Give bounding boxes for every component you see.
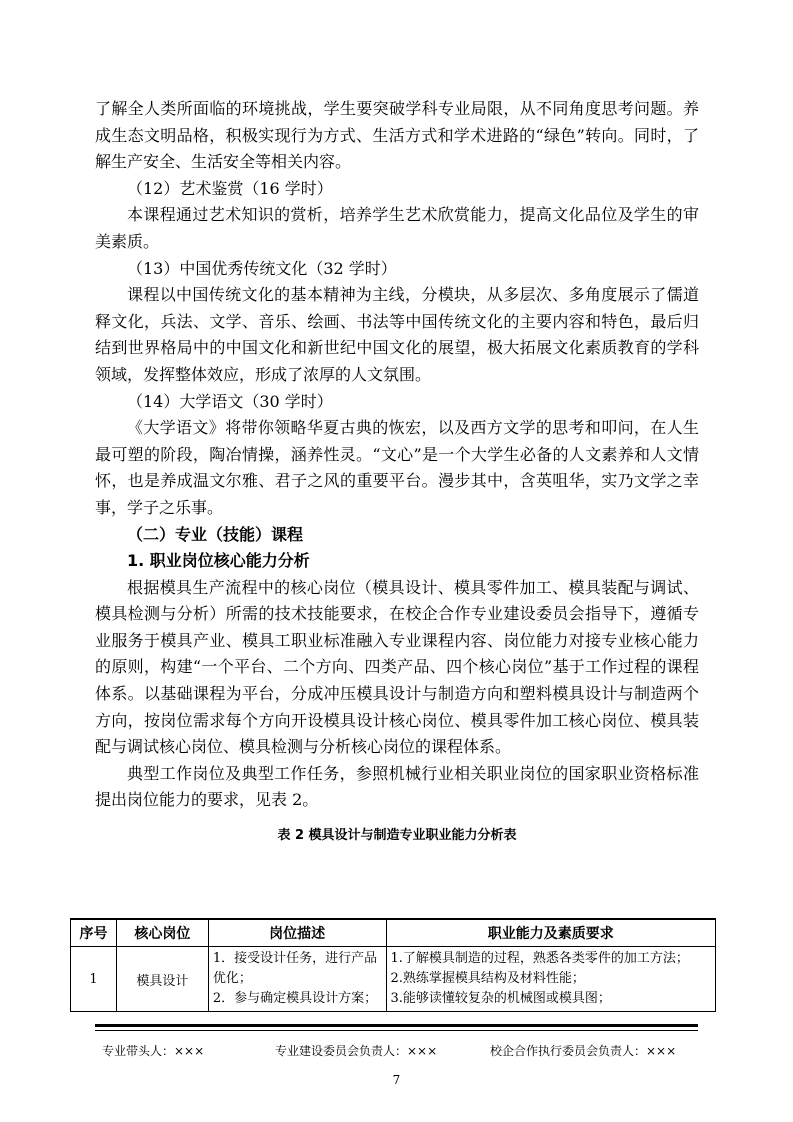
paragraph-environment: 了解全人类所面临的环境挑战，学生要突破学科专业局限，从不同角度思考问题。养成生态文明品格，积极实现行为方式、生活方式和学术进路的“绿色”转向。同时，了解生产安全、生活安全等相关内容。 bbox=[95, 99, 699, 172]
cell-post: 模具设计 bbox=[116, 947, 208, 1012]
cell-ability bbox=[386, 947, 715, 1012]
header-no: 序号 bbox=[71, 919, 117, 947]
footer-rule-thin bbox=[95, 1030, 698, 1031]
cell-no: 1 bbox=[71, 947, 117, 1012]
body-text bbox=[95, 96, 699, 849]
paragraph-culture: 课程以中国传统文化的基本精神为主线，分模块，从多层次、多角度展示了儒道释文化，兵法、文学、音乐、绘画、书法等中国传统文化的主要内容和特色，最后归结到世界格局中的中国文化和新世纪中国文化的展望，极大拓展文化素质教育的学科领域，发挥整体效应，形成了浓厚的人文氛围。 bbox=[95, 285, 699, 384]
paragraph-chinese: 《大学语文》将带你领略华夏古典的恢宏，以及西方文学的思考和叩问，在人生最可塑的阶段，陶冶情操，涵养性灵。“文心”是一个大学生必备的人文素养和人文情怀，也是养成温文尔雅、君子之风的重要平台。漫步其中，含英咀华，实乃文学之幸事，学子之乐事。 bbox=[95, 418, 699, 517]
course-heading-art: （12）艺术鉴赏（16 学时） bbox=[127, 178, 333, 198]
header-post: 核心岗位 bbox=[116, 919, 208, 947]
paragraph-core-posts: 根据模具生产流程中的核心岗位（模具设计、模具零件加工、模具装配与调试、模具检测与分析）所需的技术技能要求，在校企合作专业建设委员会指导下，遵循专业服务于模具产业、模具工职业标准融入专业课程内容、岗位能力对接专业核心能力的原则，构建“一个平台、二个方向、四类产品、四个核心岗位”基于工作过程的课程体系。以基础课程为平台，分成冲压模具设计与制造方向和塑料模具设计与制造两个方向，按岗位需求每个方向开设模具设计核心岗位、模具零件加工核心岗位、模具装配与调试核心岗位、模具检测与分析核心岗位的课程体系。 bbox=[95, 577, 699, 757]
table-row bbox=[71, 947, 716, 1012]
course-heading-chinese: （14）大学语文（30 学时） bbox=[127, 391, 333, 411]
subsection-heading-core-ability: 1. 职业岗位核心能力分析 bbox=[127, 551, 310, 571]
page-number: 7 bbox=[392, 1073, 401, 1087]
footer-lead: 专业带头人：××× bbox=[102, 1044, 205, 1058]
ability-line: 3.能够读懂较复杂的机械图或模具图； bbox=[390, 991, 611, 1006]
ability-analysis-table bbox=[70, 918, 716, 1012]
description-line: 2．参与确定模具设计方案； bbox=[212, 991, 378, 1006]
footer-committee: 专业建设委员会负责人：××× bbox=[275, 1044, 438, 1058]
ability-line: 1.了解模具制造的过程，熟悉各类零件的加工方法； bbox=[390, 951, 689, 966]
paragraph-art: 本课程通过艺术知识的赏析，培养学生艺术欣赏能力，提高文化品位及学生的审美素质。 bbox=[95, 205, 699, 251]
header-ability: 职业能力及素质要求 bbox=[386, 919, 715, 947]
course-heading-culture: （13）中国优秀传统文化（32 学时） bbox=[127, 258, 397, 278]
section-heading-professional: （二）专业（技能）课程 bbox=[127, 524, 304, 544]
header-description: 岗位描述 bbox=[208, 919, 386, 947]
description-line: 1．接受设计任务，进行产品优化； bbox=[212, 951, 378, 986]
table-caption: 表 2 模具设计与制造专业职业能力分析表 bbox=[277, 828, 517, 844]
ability-line: 2.熟练掌握模具结构及材料性能； bbox=[390, 971, 585, 986]
table-header-row bbox=[71, 919, 716, 947]
footer-rule-thick bbox=[95, 1024, 698, 1027]
footer-exec: 校企合作执行委员会负责人：××× bbox=[490, 1044, 677, 1058]
cell-description bbox=[208, 947, 386, 1012]
paragraph-typical-tasks: 典型工作岗位及典型工作任务，参照机械行业相关职业岗位的国家职业资格标准提出岗位能力的要求，见表 2。 bbox=[95, 763, 699, 810]
